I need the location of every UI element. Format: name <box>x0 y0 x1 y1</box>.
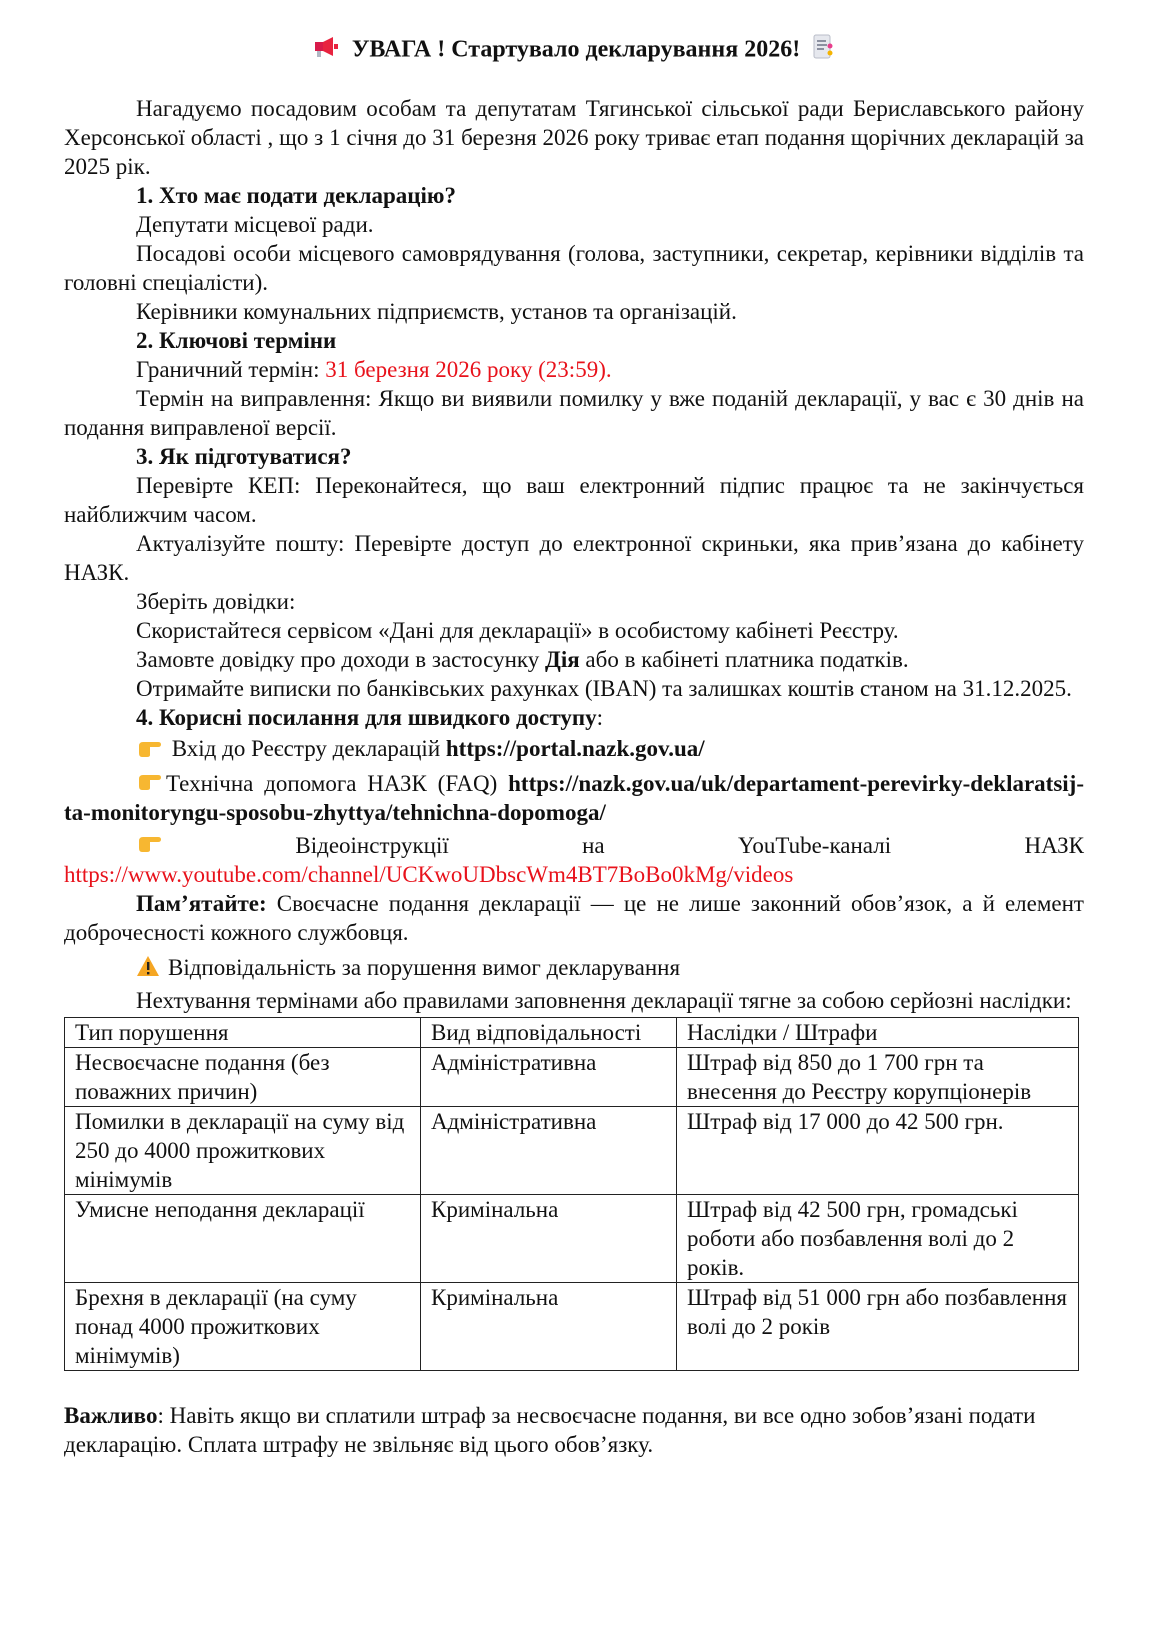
video-word: YouTube-каналі <box>738 833 892 859</box>
table-cell: Штраф від 42 500 грн, громадські роботи або позбавлення волі до 2 років. <box>677 1195 1079 1283</box>
deadline-label: Граничний термін: <box>136 357 326 382</box>
table-cell: Кримінальна <box>421 1283 677 1371</box>
section1-item: Посадові особи місцевого самоврядування (голова, заступники, секретар, керівники відділів та головні спеціалісти). <box>64 241 1084 295</box>
table-cell: Брехня в декларації (на суму понад 4000 прожиткових мінімумів) <box>65 1283 421 1371</box>
intro-paragraph: Нагадуємо посадовим особам та депутатам Тягинської сільської ради Бериславського району Херсонської області , що з 1 січня до 31 березня 2026 року триває етап подання щорічних декларацій за 2025 рік. <box>64 96 1084 179</box>
header-cell: Тип порушення <box>65 1018 421 1048</box>
table-cell: Штраф від 17 000 до 42 500 грн. <box>677 1107 1079 1195</box>
header-cell: Вид відповідальності <box>421 1018 677 1048</box>
remember-paragraph <box>64 889 1084 947</box>
correction-paragraph: Термін на виправлення: Якщо ви виявили помилку у вже поданій декларації, у вас є 30 днів на подання виправленої версії. <box>64 386 1084 440</box>
table-row <box>65 1048 1079 1107</box>
faq-link[interactable]: https://nazk.gov.ua/uk/departament-perevirky-deklaratsij-ta-monitoryngu-sposobu-zhyttya/tehnichna-dopomoga/ <box>64 771 1084 826</box>
megaphone-icon <box>314 36 340 66</box>
important-note <box>64 1401 1084 1459</box>
link-label: Вхід до Реєстру декларацій <box>171 736 446 761</box>
table-cell: Штраф від 51 000 грн або позбавлення волі до 2 років <box>677 1283 1079 1371</box>
liability-heading <box>64 953 1084 984</box>
youtube-link[interactable]: https://www.youtube.com/channel/UCKwoUDbscWm4BT7BoBo0kMg/videos <box>64 862 794 888</box>
video-row <box>64 831 1084 860</box>
page-title <box>64 34 1084 68</box>
important-label: Важливо <box>64 1403 158 1429</box>
penalties-table <box>64 1017 1079 1371</box>
table-row <box>65 1283 1079 1371</box>
service-paragraph: Скористайтеся сервісом «Дані для декларації» в особистому кабінеті Реєстру. <box>136 618 899 643</box>
table-cell: Адміністративна <box>421 1107 677 1195</box>
link-label: Технічна допомога НАЗК (FAQ) <box>166 771 509 797</box>
diia-app-name: Дія <box>545 647 580 672</box>
header-cell: Наслідки / Штрафи <box>677 1018 1079 1048</box>
important-text: : Навіть якщо ви сплатили штраф за несвоєчасне подання, ви все одно зобов’язані подати декларацію. Сплата штрафу не звільняє від цього обов’язку. <box>64 1403 1036 1458</box>
section1-item: Депутати місцевої ради. <box>136 212 374 237</box>
section1-item: Керівники комунальних підприємств, установ та організацій. <box>136 299 737 324</box>
title-text: УВАГА ! Стартувало декларування 2026! <box>351 36 801 63</box>
table-cell: Адміністративна <box>421 1048 677 1107</box>
colon: : <box>596 705 603 730</box>
kep-paragraph: Перевірте КЕП: Переконайтеся, що ваш електронний підпис працює та не закінчується найближчим часом. <box>64 473 1084 527</box>
table-header-row <box>65 1018 1079 1048</box>
collect-label: Зберіть довідки: <box>136 589 296 614</box>
section4-heading <box>64 703 1084 732</box>
section1-heading: 1. Хто має подати декларацію? <box>136 183 456 208</box>
pointing-hand-icon <box>136 769 166 798</box>
warning-icon <box>136 955 160 984</box>
email-paragraph: Актуалізуйте пошту: Перевірте доступ до електронної скриньки, яка прив’язана до кабінету НАЗК. <box>64 531 1084 585</box>
pointing-hand-icon <box>136 831 162 860</box>
video-word: на <box>582 833 605 859</box>
remember-text: Своєчасне подання декларації — це не лише законний обов’язок, а й елемент доброчесності кожного службовця. <box>64 891 1084 946</box>
video-word: НАЗК <box>1024 833 1084 859</box>
income-text: Замовте довідку про доходи в застосунку <box>136 647 545 672</box>
section4-heading-text: 4. Корисні посилання для швидкого доступу <box>136 705 597 730</box>
income-paragraph <box>64 645 1084 674</box>
registry-link[interactable]: https://portal.nazk.gov.ua/ <box>445 736 705 761</box>
link-row-faq <box>64 769 1084 827</box>
link-row-registry <box>64 734 1084 765</box>
liability-heading-text: Відповідальність за порушення вимог декларування <box>168 955 681 981</box>
table-cell: Помилки в декларації на суму від 250 до 4000 прожиткових мінімумів <box>65 1107 421 1195</box>
table-row <box>65 1195 1079 1283</box>
video-word: Відеоінструкції <box>295 833 449 859</box>
table-cell: Штраф від 850 до 1 700 грн та внесення до Реєстру корупціонерів <box>677 1048 1079 1107</box>
table-cell: Умисне неподання декларації <box>65 1195 421 1283</box>
liability-intro: Нехтування термінами або правилами заповнення декларації тягне за собою серйозні наслідки: <box>136 988 1072 1014</box>
deadline-line <box>64 355 1084 384</box>
section3-heading: 3. Як підготуватися? <box>136 444 352 469</box>
section2-heading: 2. Ключові терміни <box>136 328 337 353</box>
table-cell: Несвоєчасне подання (без поважних причин) <box>65 1048 421 1107</box>
remember-label: Пам’ятайте: <box>136 891 267 917</box>
bank-paragraph: Отримайте виписки по банківських рахунках (IBAN) та залишках коштів станом на 31.12.2025. <box>136 676 1072 701</box>
document-icon <box>812 34 834 68</box>
deadline-value: 31 березня 2026 року (23:59). <box>325 357 612 382</box>
table-cell: Кримінальна <box>421 1195 677 1283</box>
table-row <box>65 1107 1079 1195</box>
pointing-hand-icon <box>136 736 166 765</box>
income-text-end: або в кабінеті платника податків. <box>579 647 909 672</box>
